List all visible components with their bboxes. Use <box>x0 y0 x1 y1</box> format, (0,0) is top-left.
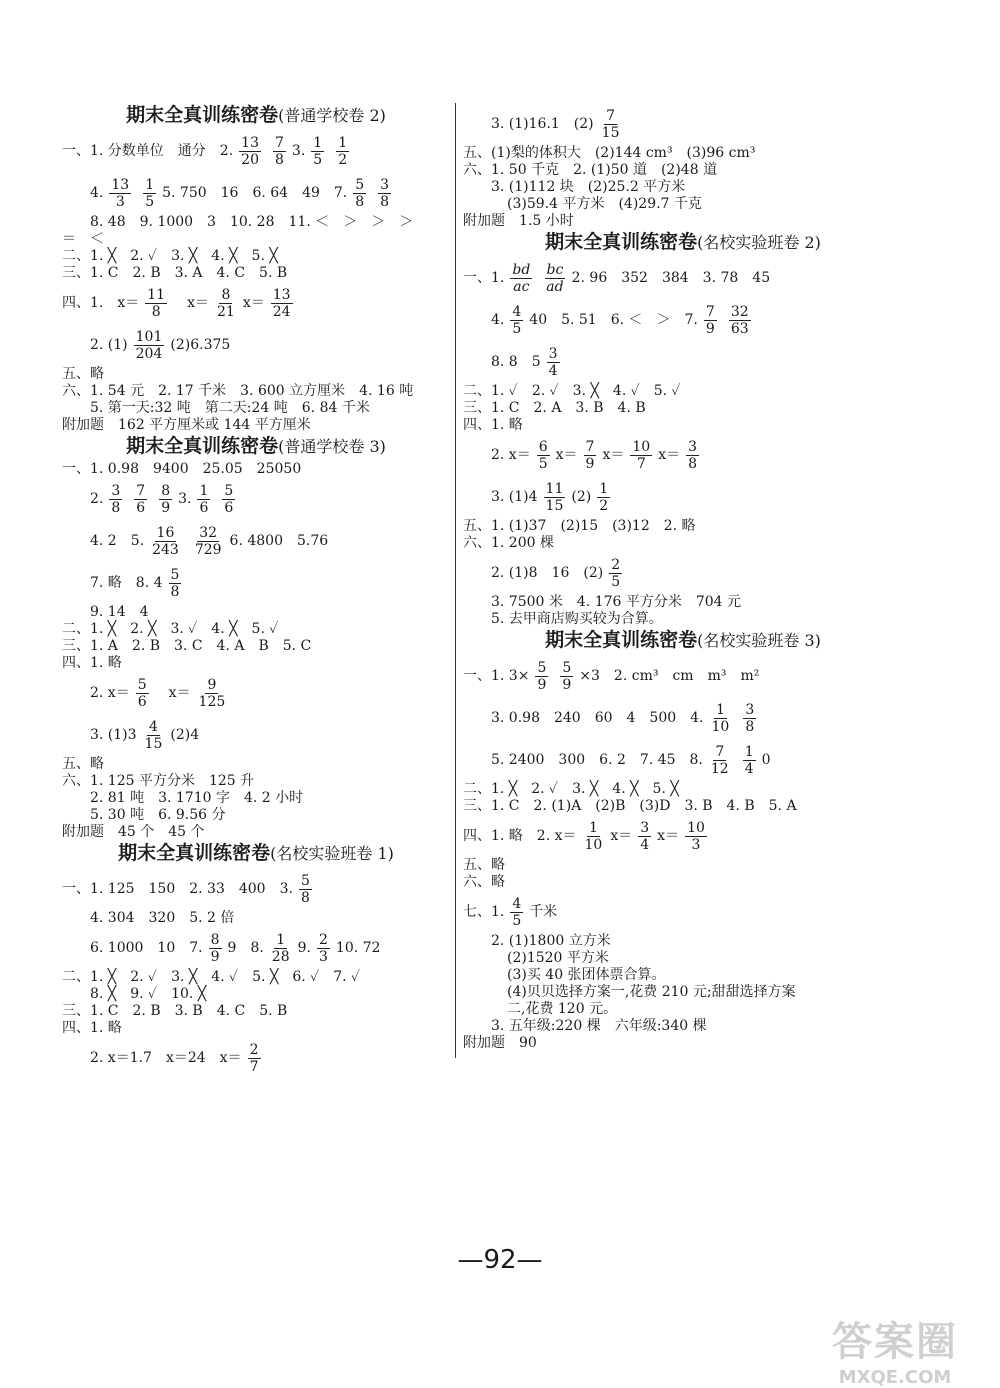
answer-line: 4. 2 5. $\frac{16}{243}$ $\frac{32}{729}$ 6. 4800 5.76 <box>90 524 329 558</box>
fraction: $\frac{1}{10}$ <box>584 819 603 853</box>
section-title: 期末全真训练密卷(普通学校卷 3) <box>126 435 386 457</box>
section-title: 期末全真训练密卷(名校实验班卷 1) <box>118 842 394 864</box>
fraction: $\frac{1}{2}$ <box>599 480 609 514</box>
answer-line: 七、1. $\frac{4}{5}$ 千米 <box>463 895 558 929</box>
answer-line: 3. (1)4 $\frac{11}{15}$ (2) $\frac{1}{2}$ <box>491 480 609 514</box>
answer-line: (3)买 40 张团体票合算。 <box>507 967 666 983</box>
fraction: $\frac{3}{8}$ <box>111 482 121 516</box>
right-column <box>463 103 903 1052</box>
fraction: $\frac{13}{3}$ <box>111 176 130 210</box>
fraction: $\frac{7}{9}$ <box>585 438 595 472</box>
answer-line: 五、1. (1)37 (2)15 (3)12 2. 略 <box>463 518 696 534</box>
fraction: $\frac{1}{4}$ <box>744 743 754 777</box>
answer-line: 三、1. C 2. B 3. A 4. C 5. B <box>62 265 288 281</box>
fraction: $\frac{32}{63}$ <box>730 303 749 337</box>
answer-line: 四、1. x＝ $\frac{11}{8}$ x＝ $\frac{8}{21}$ x＝ $\frac{13}{24}$ <box>62 286 291 320</box>
fraction: $\frac{3}{8}$ <box>380 176 390 210</box>
answer-line: 六、1. 200 棵 <box>463 535 554 551</box>
fraction: $\frac{7}{15}$ <box>601 107 620 141</box>
answer-line: 3. 0.98 240 60 4 500 4. $\frac{1}{10}$ $\frac{3}{8}$ <box>491 701 755 735</box>
fraction: $\frac{9}{125}$ <box>198 676 226 710</box>
fraction: $\frac{2}{5}$ <box>611 556 621 590</box>
section-title: 期末全真训练密卷(名校实验班卷 3) <box>545 629 821 651</box>
answer-line: 六、1. 50 千克 2. (1)50 道 (2)48 道 <box>463 162 718 178</box>
fraction: $\frac{5}{8}$ <box>300 872 310 906</box>
fraction: $\frac{1}{2}$ <box>338 134 348 168</box>
answer-line: 附加题 45 个 45 个 <box>62 824 205 840</box>
answer-line: 5. 2400 300 6. 2 7. 45 8. $\frac{7}{12}$ $\frac{1}{4}$ 0 <box>491 743 771 777</box>
fraction: $\frac{1}{6}$ <box>199 482 209 516</box>
answer-line: 五、略 <box>463 857 505 873</box>
fraction: $\frac{2}{3}$ <box>318 931 328 965</box>
answer-line: 二、1. ✓ 2. ✓ 3. ╳ 4. ✓ 5. ✓ <box>463 383 681 399</box>
fraction: $\frac{1}{5}$ <box>313 134 323 168</box>
answer-line: 附加题 162 平方厘米或 144 平方厘米 <box>62 417 311 433</box>
fraction: $\frac{bd}{ac}$ <box>512 261 531 295</box>
answer-line: 一、1. 125 150 2. 33 400 3. $\frac{5}{8}$ <box>62 872 310 906</box>
answer-line: 附加题 90 <box>463 1035 537 1051</box>
fraction: $\frac{3}{4}$ <box>640 819 650 853</box>
watermark-logo: 答案圈 MXQE.COM <box>832 1319 958 1388</box>
answer-line: 四、1. 略 <box>463 417 523 433</box>
answer-line: 一、1. $\frac{bd}{ac}$ $\frac{bc}{ad}$ 2. 96 352 384 3. 78 45 <box>463 261 771 295</box>
answer-line: 4. $\frac{13}{3}$ $\frac{1}{5}$ 5. 750 16 6. 64 49 7. $\frac{5}{8}$ $\frac{3}{8}$ <box>90 176 390 210</box>
fraction: $\frac{8}{21}$ <box>217 286 235 320</box>
fraction: $\frac{3}{8}$ <box>688 438 698 472</box>
answer-line: 六、略 <box>463 874 505 890</box>
answer-line: 2. (1)8 16 (2) $\frac{2}{5}$ <box>491 556 621 590</box>
fraction: $\frac{11}{8}$ <box>147 286 166 320</box>
answer-line: 2. (1)1800 立方米 <box>491 933 611 949</box>
fraction: $\frac{101}{204}$ <box>135 328 163 362</box>
fraction: $\frac{7}{8}$ <box>275 134 284 168</box>
section-title: 期末全真训练密卷(普通学校卷 2) <box>126 104 386 126</box>
fraction: $\frac{7}{9}$ <box>705 303 715 337</box>
answer-line: 四、1. 略 2. x＝ $\frac{1}{10}$ x＝ $\frac{3}{4}$ x＝ $\frac{10}{3}$ <box>463 819 705 853</box>
answer-line: 一、1. 0.98 9400 25.05 25050 <box>62 461 302 477</box>
answer-line: 9. 14 4 <box>90 604 149 620</box>
answer-line: 二、1. ╳ 2. ✓ 3. ╳ 4. ╳ 5. ╳ <box>62 248 278 264</box>
fraction: $\frac{10}{3}$ <box>687 819 705 853</box>
fraction: $\frac{5}{8}$ <box>170 566 180 600</box>
fraction: $\frac{11}{15}$ <box>545 480 564 514</box>
answer-line: 3. 五年级:220 棵 六年级:340 棵 <box>491 1018 707 1034</box>
fraction: $\frac{bc}{ad}$ <box>546 261 564 295</box>
answer-line: 附加题 1.5 小时 <box>463 213 574 229</box>
answer-line: 8. ╳ 9. ✓ 10. ╳ <box>90 986 207 1002</box>
answer-line: 3. (1)16.1 (2) $\frac{7}{15}$ <box>491 107 620 141</box>
fraction: $\frac{1}{10}$ <box>711 701 730 735</box>
answer-line: 五、略 <box>62 366 104 382</box>
answer-line: 2. (1) $\frac{101}{204}$ (2)6.375 <box>90 328 231 362</box>
section-title: 期末全真训练密卷(名校实验班卷 2) <box>545 231 821 253</box>
fraction: $\frac{4}{5}$ <box>512 895 522 929</box>
answer-line: 4. $\frac{4}{5}$ 40 5. 51 6. ＜ ＞ 7. $\frac{7}{9}$ $\frac{32}{63}$ <box>491 303 749 337</box>
answer-line: 2. 81 吨 3. 1710 字 4. 2 小时 <box>90 790 304 806</box>
fraction: $\frac{6}{5}$ <box>538 438 548 472</box>
fraction: $\frac{3}{4}$ <box>548 345 558 379</box>
fraction: $\frac{7}{6}$ <box>136 482 146 516</box>
fraction: $\frac{4}{5}$ <box>512 303 522 337</box>
answer-line: 四、1. 略 <box>62 655 122 671</box>
fraction: $\frac{16}{243}$ <box>152 524 179 558</box>
fraction: $\frac{8}{9}$ <box>161 482 171 516</box>
fraction: $\frac{3}{8}$ <box>745 701 755 735</box>
left-column <box>62 103 450 1079</box>
answer-line: 一、1. 3× $\frac{5}{9}$ $\frac{5}{9}$ ×3 2. cm³ cm m³ m² <box>463 659 760 693</box>
fraction: $\frac{2}{7}$ <box>249 1041 259 1075</box>
answer-line: 三、1. C 2. B 3. B 4. C 5. B <box>62 1003 288 1019</box>
answer-line: 2. $\frac{3}{8}$ $\frac{7}{6}$ $\frac{8}{9}$ 3. $\frac{1}{6}$ $\frac{5}{6}$ <box>90 482 234 516</box>
answer-line: 二,花费 120 元。 <box>507 1001 618 1017</box>
fraction: $\frac{5}{6}$ <box>224 482 234 516</box>
answer-line: 2. x＝ $\frac{5}{6}$ x＝ $\frac{9}{125}$ <box>90 676 226 710</box>
fraction: $\frac{13}{24}$ <box>272 286 291 320</box>
answer-line: 六、1. 54 元 2. 17 千米 3. 600 立方厘米 4. 16 吨 <box>62 383 414 399</box>
answer-line: (3)59.4 平方米 (4)29.7 千克 <box>507 196 702 212</box>
answer-line: 2. x＝ $\frac{6}{5}$ x＝ $\frac{7}{9}$ x＝ $\frac{10}{7}$ x＝ $\frac{3}{8}$ <box>491 438 698 472</box>
answer-line: 三、1. C 2. A 3. B 4. B <box>463 400 646 416</box>
answer-line: 8. 8 5 $\frac{3}{4}$ <box>491 345 558 379</box>
answer-line: 2. x＝1.7 x＝24 x＝ $\frac{2}{7}$ <box>90 1041 259 1075</box>
answer-line: 六、1. 125 平方分米 125 升 <box>62 773 255 789</box>
fraction: $\frac{5}{6}$ <box>137 676 147 710</box>
answer-line: 3. 7500 米 4. 176 平方分米 704 元 <box>491 594 742 610</box>
answer-line: 4. 304 320 5. 2 倍 <box>90 910 235 926</box>
answer-line: 二、1. ╳ 2. ╳ 3. ✓ 4. ╳ 5. ✓ <box>62 621 279 637</box>
column-divider <box>455 103 456 1058</box>
fraction: $\frac{8}{9}$ <box>210 931 220 965</box>
answer-line: 一、1. 分数单位 通分 2. $\frac{13}{20}$ $\frac{7}{8}$ 3. $\frac{1}{5}$ $\frac{1}{2}$ <box>62 134 348 168</box>
fraction: $\frac{10}{7}$ <box>632 438 651 472</box>
fraction: $\frac{5}{9}$ <box>562 659 572 693</box>
answer-line: (2)1520 平方米 <box>507 950 609 966</box>
answer-line: (4)贝贝选择方案一,花费 210 元;甜甜选择方案 <box>507 984 796 1000</box>
answer-line: 四、1. 略 <box>62 1020 122 1036</box>
page-number: —92— <box>457 1245 543 1275</box>
answer-line: 3. (1)3 $\frac{4}{15}$ (2)4 <box>90 718 200 752</box>
fraction: $\frac{7}{12}$ <box>710 743 729 777</box>
answer-line: 3. (1)112 块 (2)25.2 平方米 <box>491 179 686 195</box>
answer-line: 8. 48 9. 1000 3 10. 28 11. ＜ ＞ ＞ ＞ <box>90 214 414 230</box>
answer-line: 5. 第一天:32 吨 第二天:24 吨 6. 84 千米 <box>90 400 370 416</box>
answer-line: 7. 略 8. 4 $\frac{5}{8}$ <box>90 566 180 600</box>
fraction: $\frac{32}{729}$ <box>194 524 222 558</box>
answer-line: 五、略 <box>62 756 104 772</box>
answer-line: 5. 30 吨 6. 9.56 分 <box>90 807 226 823</box>
answer-line: 五、(1)梨的体积大 (2)144 cm³ (3)96 cm³ <box>463 145 756 161</box>
fraction: $\frac{13}{20}$ <box>241 134 259 168</box>
fraction: $\frac{5}{8}$ <box>355 176 365 210</box>
fraction: $\frac{4}{15}$ <box>144 718 163 752</box>
fraction: $\frac{1}{28}$ <box>271 931 290 965</box>
fraction: $\frac{1}{5}$ <box>145 176 155 210</box>
answer-line: 二、1. ╳ 2. ✓ 3. ╳ 4. ╳ 5. ╳ <box>463 781 679 797</box>
answer-line: 5. 去甲商店购买较为合算。 <box>491 611 663 627</box>
answer-line: ＝ ＜ <box>62 231 104 247</box>
answer-line: 6. 1000 10 7. $\frac{8}{9}$ 9 8. $\frac{1}{28}$ 9. $\frac{2}{3}$ 10. 72 <box>90 931 381 965</box>
fraction: $\frac{5}{9}$ <box>537 659 547 693</box>
answer-line: 三、1. A 2. B 3. C 4. A B 5. C <box>62 638 312 654</box>
answer-line: 二、1. ╳ 2. ✓ 3. ╳ 4. ✓ 5. ╳ 6. ✓ 7. ✓ <box>62 969 361 985</box>
answer-line: 三、1. C 2. (1)A (2)B (3)D 3. B 4. B 5. A <box>463 798 797 814</box>
